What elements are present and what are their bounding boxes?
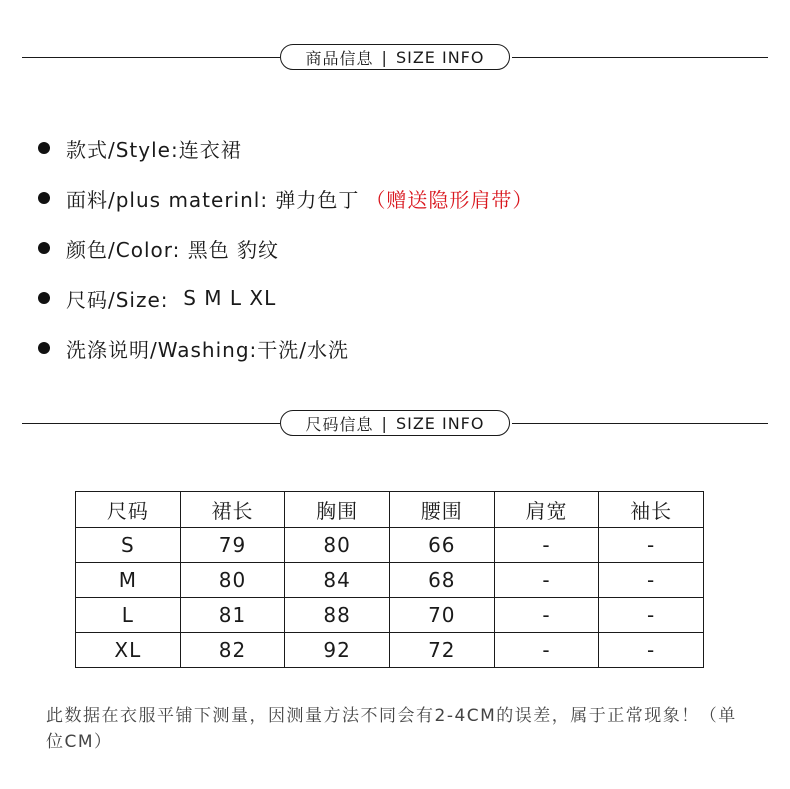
spec-list [38,123,758,373]
section-title-separator: | [381,413,388,433]
table-cell: L [76,598,181,633]
table-cell: 84 [285,563,390,598]
column-header-shoulder: 肩宽 [494,492,599,528]
spec-label: 颜色/Color: [66,237,181,262]
bullet-icon [38,242,50,254]
table-cell: - [599,563,704,598]
table-cell: 68 [389,563,494,598]
table-cell: - [599,633,704,668]
bullet-icon [38,292,50,304]
table-cell: - [494,528,599,563]
table-cell: 79 [180,528,285,563]
spec-label: 面料/plus materinl: [66,187,269,212]
section-title-en: SIZE INFO [395,47,485,67]
table-row [76,528,704,563]
table-header-row [76,492,704,528]
size-info-header [22,410,768,438]
table-cell: S [76,528,181,563]
table-cell: 70 [389,598,494,633]
table-row [76,563,704,598]
table-cell: - [494,598,599,633]
table-cell: 72 [389,633,494,668]
bullet-icon [38,342,50,354]
bullet-icon [38,192,50,204]
section-title-pill [280,410,510,436]
table-cell: XL [76,633,181,668]
table-row [76,633,704,668]
table-row [76,598,704,633]
measurement-note: 此数据在衣服平铺下测量，因测量方法不同会有2-4CM的误差，属于正常现象！（单位CM） [46,706,737,752]
divider-line [512,57,768,58]
table-cell: - [599,528,704,563]
table-cell: 80 [180,563,285,598]
section-title-separator: | [381,47,388,67]
section-title-cn: 商品信息 [305,48,374,68]
column-header-sleeve: 袖长 [599,492,704,528]
table-cell: 82 [180,633,285,668]
column-header-size: 尺码 [76,492,181,528]
spec-label: 尺码/Size: [66,287,169,312]
spec-item-color [38,223,758,273]
bullet-icon [38,142,50,154]
spec-value: 干洗/水洗 [257,337,350,362]
table-cell: 81 [180,598,285,633]
table-cell: M [76,563,181,598]
size-table [75,491,704,668]
divider-line [22,57,280,58]
divider-line [22,423,280,424]
section-title-pill [280,44,510,70]
column-header-waist: 腰围 [389,492,494,528]
spec-value: S M L XL [168,286,277,310]
table-cell: - [494,633,599,668]
column-header-length: 裙长 [180,492,285,528]
section-title-en: SIZE INFO [395,413,485,433]
section-title-cn: 尺码信息 [305,414,374,434]
table-cell: 80 [285,528,390,563]
spec-extra-note: （赠送隐形肩带） [365,187,534,212]
spec-label: 洗涤说明/Washing: [66,337,258,362]
column-header-bust: 胸围 [285,492,390,528]
spec-item-style [38,123,758,173]
spec-label: 款式/Style: [66,137,179,162]
table-cell: 88 [285,598,390,633]
spec-item-material [38,173,758,223]
spec-item-size [38,273,758,323]
spec-item-washing [38,323,758,373]
table-cell: 66 [389,528,494,563]
table-cell: - [494,563,599,598]
table-cell: - [599,598,704,633]
spec-value: 弹力色丁 [268,187,360,212]
table-cell: 92 [285,633,390,668]
product-info-header [22,44,768,72]
spec-value: 黑色 豹纹 [180,237,280,262]
spec-value: 连衣裙 [178,137,242,162]
divider-line [512,423,768,424]
